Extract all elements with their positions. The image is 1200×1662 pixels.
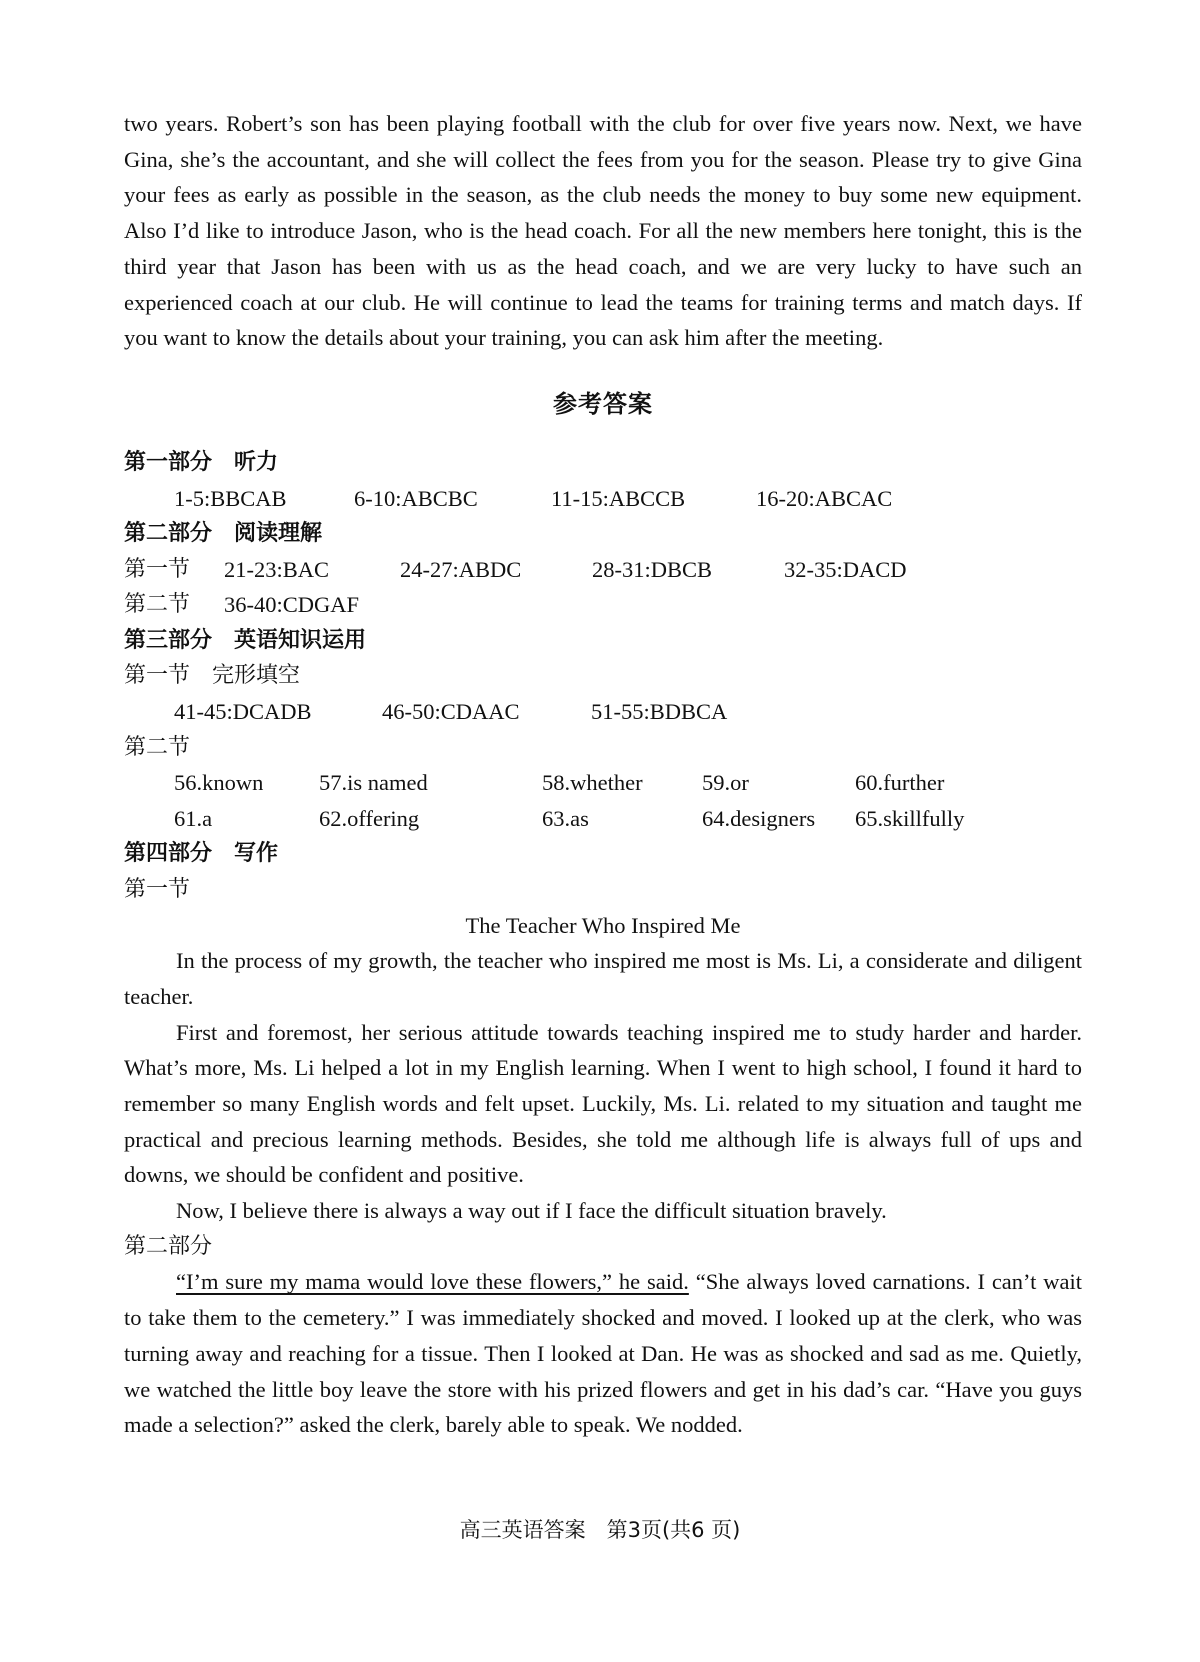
grammar-answer: 59.or (702, 770, 749, 796)
part3-heading: 第三部分 英语知识运用 (124, 627, 367, 653)
part2-section1-row (124, 552, 1082, 588)
part1-answers-row (124, 481, 1082, 517)
answer-group: 32-35:DACD (784, 556, 907, 582)
grammar-answer: 65.skillfully (855, 805, 965, 831)
section-label: 第一节 (124, 556, 191, 582)
answer-sheet-page (124, 106, 1082, 1443)
essay-paragraph-3: Now, I believe there is always a way out if I face the difficult situation bravely. (176, 1198, 887, 1224)
answer-group: 6-10:ABCBC (354, 485, 478, 511)
page-footer: 高三英语答案 第3页(共6 页) (459, 1518, 741, 1542)
story-text: “She always loved carnations. I can’t wait to take them to the cemetery.” I was immediately shocked and moved. I looked up at the clerk, who was turning away and reaching for a tissue. Then I looked at Dan. He was as shocked and sad as me. Quietly, we watched the little boy leave the store with his prized flowers and get in his dad’s car. “Have you guys made a selection?” asked the clerk, barely able to speak. We nodded. (124, 1269, 1082, 1438)
part1-heading: 第一部分 听力 (124, 449, 279, 475)
answer-group: 36-40:CDGAF (224, 592, 360, 618)
essay-title: The Teacher Who Inspired Me (465, 912, 741, 938)
grammar-answer: 61.a (174, 805, 213, 831)
grammar-answer: 60.further (855, 770, 945, 796)
grammar-answer: 62.offering (319, 805, 420, 831)
grammar-answer: 58.whether (542, 770, 643, 796)
answer-group: 11-15:ABCCB (551, 485, 686, 511)
part2-heading: 第二部分 阅读理解 (124, 521, 323, 547)
answer-group: 28-31:DBCB (592, 556, 713, 582)
part2-section2-row (124, 587, 1082, 623)
grammar-answer: 56.known (174, 770, 264, 796)
grammar-answers-row-1 (124, 765, 1082, 801)
answer-group: 51-55:BDBCA (591, 699, 728, 725)
answer-group: 41-45:DCADB (174, 699, 312, 725)
listening-transcript-paragraph: two years. Robert’s son has been playing football with the club for over five years now. Next, we have Gina, she’s the accountant, and she will collect the fees from you for the season. Please try to give Gina your fees as early as possible in the season, as the club needs the money to buy some new equipment. Also I’d like to introduce Jason, who is the head coach. For all the new members here tonight, this is the third year that Jason has been with us as the head coach, and we are very lucky to have such an experienced coach at our club. He will continue to lead the teams for training terms and match days. If you want to know the details about your training, you can ask him after the meeting. (124, 111, 1082, 351)
grammar-answer: 64.designers (702, 805, 816, 831)
grammar-answer: 63.as (542, 805, 589, 831)
grammar-answer: 57.is named (319, 770, 428, 796)
answer-group: 21-23:BAC (224, 556, 330, 582)
answers-title: 参考答案 (553, 389, 653, 418)
section-label: 第二节 (124, 592, 191, 618)
part3-section1-label: 第一节 完形填空 (124, 663, 301, 689)
part3-section2-label: 第二节 (124, 734, 191, 760)
story-continuation-paragraph (124, 1264, 1082, 1443)
answer-group: 1-5:BBCAB (174, 485, 287, 511)
part3-section1-answers-row (124, 694, 1082, 730)
story-underlined-sentence: “I’m sure my mama would love these flowers,” he said. (176, 1269, 689, 1295)
part4-section1-label: 第一节 (124, 877, 191, 903)
part4-section2-label: 第二部分 (124, 1233, 213, 1259)
grammar-answers-row-2 (124, 801, 1082, 837)
answer-group: 46-50:CDAAC (382, 699, 520, 725)
essay-paragraph-2: First and foremost, her serious attitude towards teaching inspired me to study harder and harder. What’s more, Ms. Li helped a lot in my English learning. When I went to high school, I found it hard to remember so many English words and felt upset. Luckily, Ms. Li. related to my situation and taught me practical and precious learning methods. Besides, she told me although life is always full of ups and downs, we should be confident and positive. (124, 1019, 1082, 1188)
essay-paragraph-1: In the process of my growth, the teacher who inspired me most is Ms. Li, a considerate and diligent teacher. (124, 948, 1082, 1009)
answer-group: 16-20:ABCAC (756, 485, 893, 511)
answer-group: 24-27:ABDC (400, 556, 522, 582)
part4-heading: 第四部分 写作 (124, 841, 279, 867)
